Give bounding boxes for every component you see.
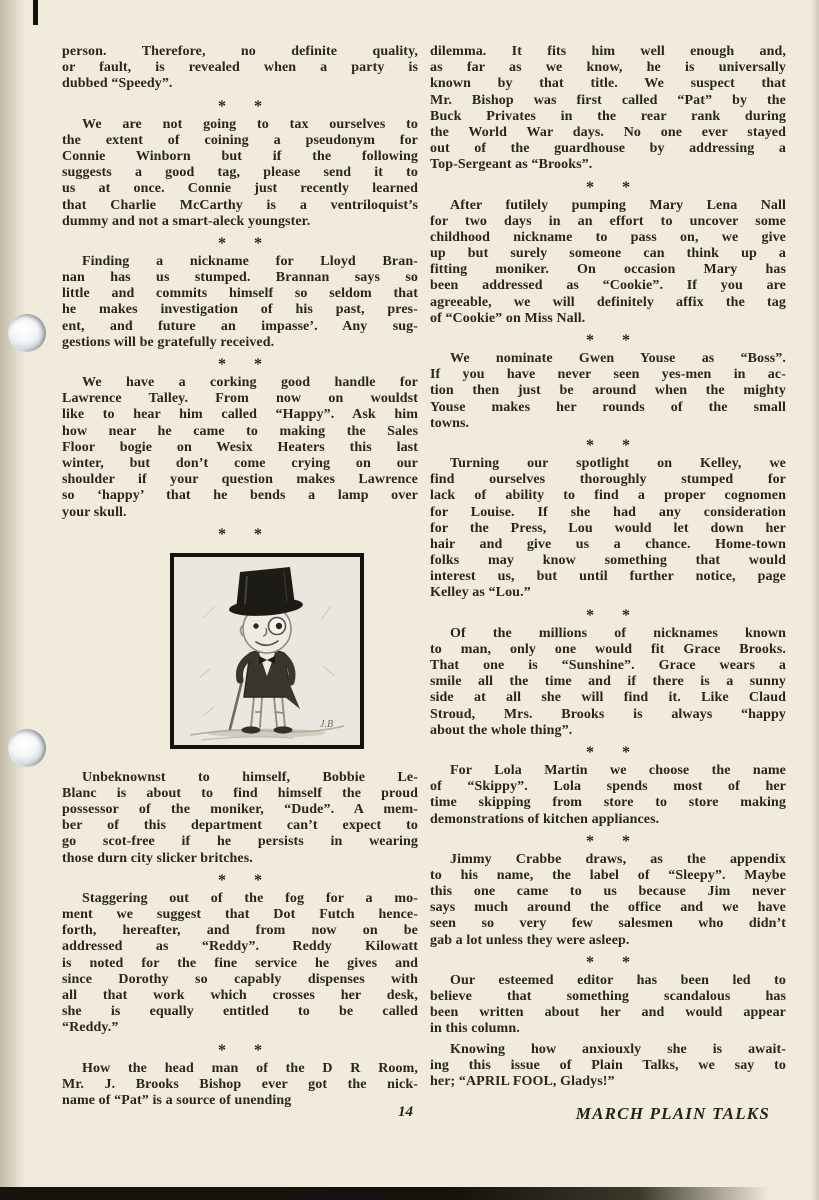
paragraph-line: suggests a good tag, please send it to (62, 165, 418, 181)
paragraph-line: We are not going to tax ourselves to (82, 116, 418, 132)
paragraph-line: for Louise. If she had any consideration (430, 504, 786, 520)
asterisk-glyph: * (254, 871, 262, 889)
paragraph-line: in this column. (430, 1021, 520, 1037)
paragraph-line: We have a corking good handle for (82, 375, 418, 390)
paragraph-line: Blanc is about to find himself the proud (62, 785, 418, 801)
paragraph-line: childhood nickname to pass on, we give (430, 229, 786, 245)
asterisk-glyph: * (254, 356, 262, 373)
paragraph (430, 852, 786, 949)
section-separator (62, 234, 418, 252)
paragraph-line: as far as we know, he is universally (430, 60, 786, 76)
page-number: 14 (398, 1104, 413, 1120)
paragraph-line: folks may know something that would (430, 553, 786, 569)
asterisk-glyph: * (586, 606, 594, 624)
paragraph-line: or fault, is revealed when a party is (62, 60, 418, 76)
asterisk-glyph: * (254, 525, 262, 543)
paragraph (430, 351, 786, 432)
paragraph-line: Buck Privates in the rear rank during (430, 108, 786, 124)
asterisk-glyph: * (218, 1041, 226, 1059)
paragraph-line: find ourselves thoroughly stumped for (430, 472, 786, 488)
paragraph-line: forth, hereafter, and from now on be (62, 923, 418, 939)
page-edge-shading-left (0, 0, 26, 1200)
paragraph-line: winter, but don’t come crying on our (62, 455, 418, 471)
paragraph-line: Staggering out of the fog for a mo- (82, 890, 418, 906)
section-separator (430, 953, 786, 971)
section-separator (430, 436, 786, 454)
section-separator (62, 871, 418, 889)
paragraph-line: agreeable, we will definitely affix the tag (430, 294, 786, 310)
paragraph-line: gab a lot unless they were asleep. (430, 932, 630, 948)
right-column (430, 44, 786, 1090)
paragraph-line: for the Press, Lou would let down her (430, 520, 786, 536)
asterisk-glyph: * (586, 178, 594, 196)
top-hat-man-cartoon-icon (174, 557, 360, 745)
paragraph-line: believe that something scandalous has (430, 989, 786, 1004)
paragraph-line: dubbed “Speedy”. (62, 76, 173, 92)
paragraph-line: tion then just be around when the mighty (430, 383, 786, 399)
paragraph-line: to man, only one would fit Grace Brooks. (430, 641, 786, 657)
paragraph-line: hair and give us a chance. Home-town (430, 536, 786, 552)
paragraph-line: towns. (430, 415, 470, 431)
paragraph-line: Jimmy Crabbe draws, as the appendix (450, 851, 786, 867)
paragraph-line: seen so very few salesmen who didn’t (430, 916, 786, 932)
paragraph-line: Mr. Bishop was first called “Pat” by the (430, 92, 786, 108)
paragraph-line: he makes investigation of his past, pres- (62, 302, 418, 318)
asterisk-glyph: * (622, 606, 630, 624)
paragraph-line: shoulder if your question makes Lawrence (62, 472, 418, 488)
cartoon-illustration-frame (170, 553, 364, 749)
paragraph (62, 891, 418, 1037)
paragraph-line: nan has us stumped. Brannan says so (62, 270, 418, 286)
scan-bottom-band (0, 1187, 819, 1200)
paragraph-line: ing this issue of Plain Talks, we say to (430, 1057, 786, 1073)
paragraph-line: the extent of coining a pseudonym for (62, 132, 418, 148)
paragraph-line: us at once. Connie just recently learned (62, 181, 418, 197)
paragraph (62, 375, 418, 521)
paragraph-line: Top-Sergeant as “Brooks”. (430, 157, 593, 173)
paragraph-line: of “Cookie” on Miss Nall. (430, 310, 586, 326)
top-left-ink-mark (33, 0, 38, 25)
paragraph-line: out of the guardhouse by addressing a (430, 141, 786, 157)
paragraph-line: Turning our spotlight on Kelley, we (450, 455, 786, 471)
paragraph (430, 198, 786, 328)
paragraph-line: little and commits himself so seldom that (62, 286, 418, 302)
paragraph-line: that Charlie McCarthy is a ventriloquist’s (62, 197, 418, 213)
paragraph-line: “Reddy.” (62, 1020, 119, 1036)
paragraph (62, 117, 418, 230)
paragraph-line: about the whole thing”. (430, 722, 573, 738)
paragraph-line: your skull. (62, 504, 127, 520)
section-separator (62, 525, 418, 543)
section-separator (430, 606, 786, 624)
paragraph-line: lack of ability to find a proper cognomen (430, 488, 786, 504)
section-separator (430, 832, 786, 850)
asterisk-glyph: * (586, 436, 594, 454)
paragraph-line: been addressed as “Cookie”. If you are (430, 278, 786, 294)
paragraph-line: her; “APRIL FOOL, Gladys!” (430, 1073, 615, 1089)
asterisk-glyph: * (622, 178, 630, 196)
paragraph-line: she is equally entitled to be called (62, 1004, 418, 1020)
paragraph-line: Connie Winborn but if the following (62, 148, 418, 164)
paragraph-line: of “Skippy”. Lola spends most of her (430, 779, 786, 795)
journal-title: MARCH PLAIN TALKS (575, 1104, 770, 1123)
paragraph (62, 254, 418, 351)
paragraph-line: How the head man of the D R Room, (82, 1060, 418, 1076)
paragraph-line: known by that title. We suspect that (430, 76, 786, 92)
paragraph-line: demonstrations of kitchen appliances. (430, 811, 660, 827)
paragraph-line: Mr. J. Brooks Bishop ever got the nick- (62, 1076, 418, 1092)
asterisk-glyph: * (218, 525, 226, 543)
asterisk-glyph: * (622, 332, 630, 349)
paragraph (62, 770, 418, 867)
paragraph-line: those durn city slicker britches. (62, 850, 253, 866)
paragraph-line: name of “Pat” is a source of unending (62, 1092, 292, 1108)
paragraph-line: is noted for the fine service he gives and (62, 955, 418, 971)
paragraph-line: for two days in an effort to uncover some (430, 213, 786, 229)
paragraph-line: If you have never seen yes-men in ac- (430, 367, 786, 383)
paragraph-line: dilemma. It fits him well enough and, (430, 44, 786, 59)
asterisk-glyph: * (622, 832, 630, 850)
paragraph-line: possessor of the moniker, “Dude”. A mem- (62, 802, 418, 818)
section-separator (62, 97, 418, 115)
paragraph-line: Lawrence Talley. From now on wouldst (62, 391, 418, 407)
paragraph-line: time skipping from store to store making (430, 795, 786, 811)
asterisk-glyph: * (622, 953, 630, 971)
section-separator (430, 743, 786, 761)
section-separator (62, 356, 418, 373)
paragraph-line: ber of this department can’t expect to (62, 818, 418, 834)
asterisk-glyph: * (586, 743, 594, 761)
paragraph (430, 973, 786, 1038)
section-separator (430, 332, 786, 349)
paragraph-line: been written about her and would appear (430, 1005, 786, 1021)
paragraph-line: For Lola Martin we choose the name (450, 762, 786, 778)
paragraph-line: We nominate Gwen Youse as “Boss”. (450, 351, 786, 366)
section-separator (430, 178, 786, 196)
asterisk-glyph: * (218, 234, 226, 252)
paragraph-line: smile all the time and if there is a sunny (430, 674, 786, 690)
section-separator (62, 1041, 418, 1059)
paragraph-line: Stroud, Mrs. Brooks is always “happy (430, 706, 786, 722)
paragraph-line: Finding a nickname for Lloyd Bran- (82, 253, 418, 269)
paragraph-line: interest us, but until further notice, page (430, 569, 786, 585)
paragraph-line: Of the millions of nicknames known (450, 625, 786, 641)
paragraph-line: Our esteemed editor has been led to (450, 972, 786, 988)
punch-hole-bottom (8, 729, 46, 767)
paragraph (430, 456, 786, 602)
paragraph-line: so ‘happy’ that he bends a lamp over (62, 488, 418, 504)
paragraph-line: Kelley as “Lou.” (430, 585, 531, 601)
paragraph-line: the World War days. No one ever stayed (430, 124, 786, 140)
paragraph-line: says much around the office and we have (430, 900, 786, 916)
asterisk-glyph: * (586, 832, 594, 850)
asterisk-glyph: * (254, 1041, 262, 1059)
asterisk-glyph: * (622, 743, 630, 761)
paragraph-line: dummy and not a smart-aleck youngster. (62, 213, 311, 229)
paragraph-line: ment we suggest that Dot Futch hence- (62, 907, 418, 922)
asterisk-glyph: * (586, 332, 594, 349)
paragraph-line: That one is “Sunshine”. Grace wears a (430, 658, 786, 673)
asterisk-glyph: * (218, 871, 226, 889)
paragraph-line: gestions will be gratefully received. (62, 334, 275, 350)
paragraph-line: person. Therefore, no definite quality, (62, 44, 418, 59)
asterisk-glyph: * (622, 436, 630, 454)
paragraph (430, 44, 786, 174)
paragraph (430, 1042, 786, 1091)
paragraph-line: side at all she will find it. Like Claud (430, 690, 786, 706)
paragraph-line: up but surely someone can think up a (430, 246, 786, 262)
page-edge-shading-right (811, 0, 819, 1200)
asterisk-glyph: * (254, 97, 262, 115)
paragraph (62, 44, 418, 93)
paragraph (430, 763, 786, 828)
paragraph-line: Knowing how anxiouxly she is await- (450, 1041, 786, 1057)
paragraph-line: Unbeknownst to himself, Bobbie Le- (82, 769, 418, 785)
paragraph-line: fitting moniker. On occasion Mary has (430, 262, 786, 278)
paragraph-line: like to hear him called “Happy”. Ask him (62, 407, 418, 423)
paragraph (62, 1061, 418, 1110)
punch-hole-top (8, 314, 46, 352)
asterisk-glyph: * (586, 953, 594, 971)
paragraph-line: addressed as “Reddy”. Reddy Kilowatt (62, 939, 418, 955)
asterisk-glyph: * (218, 97, 226, 115)
paragraph-line: go scot-free if he persists in wearing (62, 834, 418, 850)
paragraph-line: how near he came to making the Sales (62, 423, 418, 439)
paragraph (430, 626, 786, 739)
asterisk-glyph: * (254, 234, 262, 252)
paragraph-line: After futilely pumping Mary Lena Nall (450, 197, 786, 213)
illustration-signature: J.B (320, 719, 334, 730)
page-footer (0, 1104, 819, 1130)
paragraph-line: Youse makes her rounds of the small (430, 399, 786, 415)
asterisk-glyph: * (218, 356, 226, 373)
paragraph-line: since Dorothy so capably dispenses with (62, 971, 418, 987)
paragraph-line: to his name, the label of “Sleepy”. Maybe (430, 867, 786, 883)
paragraph-line: this one came to us because Jim never (430, 884, 786, 900)
paragraph-line: all that work which crosses her desk, (62, 987, 418, 1003)
paragraph-line: Floor bogie on Wesix Heaters this last (62, 439, 418, 455)
paragraph-line: ent, and future an impasse’. Any sug- (62, 318, 418, 334)
